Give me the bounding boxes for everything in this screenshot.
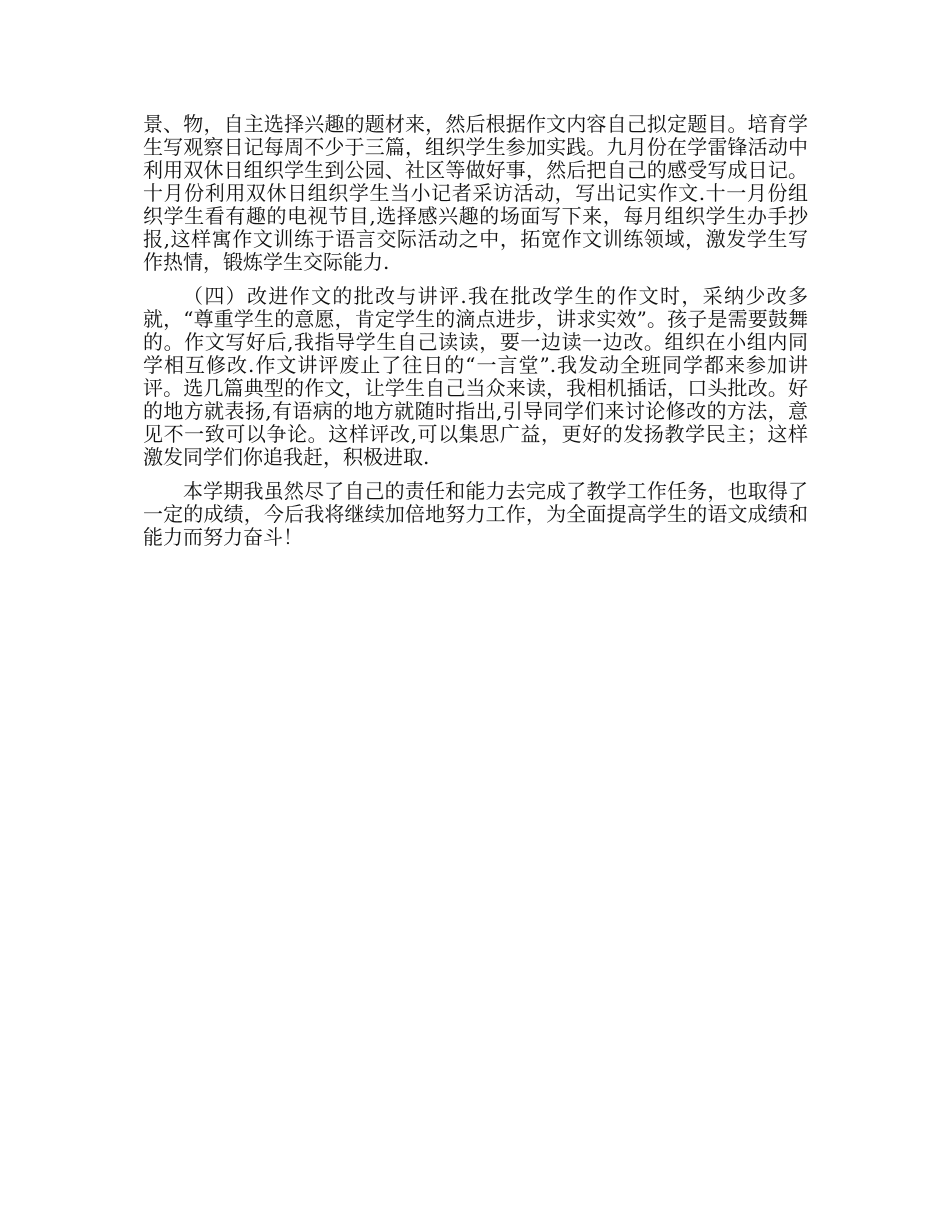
paragraph-section-four: （四）改进作文的批改与讲评.我在批改学生的作文时，采纳少改多就，“尊重学生的意愿，肯定学生的滴点进步，讲求实效”。孩子是需要鼓舞的。作文写好后,我指导学生自己读读，要一边读一边改。组织在小组内同学相互修改.作文讲评废止了往日的“一言堂”.我发动全班同学都来参加讲评。选几篇典型的作文，让学生自己当众来读，我相机插话，口头批改。好的地方就表扬,有语病的地方就随时指出,引导同学们来讨论修改的方法，意见不一致可以争论。这样评改,可以集思广益，更好的发扬教学民主；这样激发同学们你追我赶，积极进取.: [143, 284, 808, 469]
paragraph-conclusion: 本学期我虽然尽了自己的责任和能力去完成了教学工作任务，也取得了一定的成绩，今后我将继续加倍地努力工作，为全面提高学生的语文成绩和能力而努力奋斗！: [143, 479, 808, 549]
document-body: [143, 113, 808, 549]
paragraph-continuation: 景、物，自主选择兴趣的题材来，然后根据作文内容自己拟定题目。培育学生写观察日记每周不少于三篇，组织学生参加实践。九月份在学雷锋活动中利用双休日组织学生到公园、社区等做好事，然后把自己的感受写成日记。十月份利用双休日组织学生当小记者采访活动，写出记实作文.十一月份组织学生看有趣的电视节目,选择感兴趣的场面写下来，每月组织学生办手抄报,这样寓作文训练于语言交际活动之中，拓宽作文训练领域，激发学生写作热情，锻炼学生交际能力.: [143, 112, 808, 274]
